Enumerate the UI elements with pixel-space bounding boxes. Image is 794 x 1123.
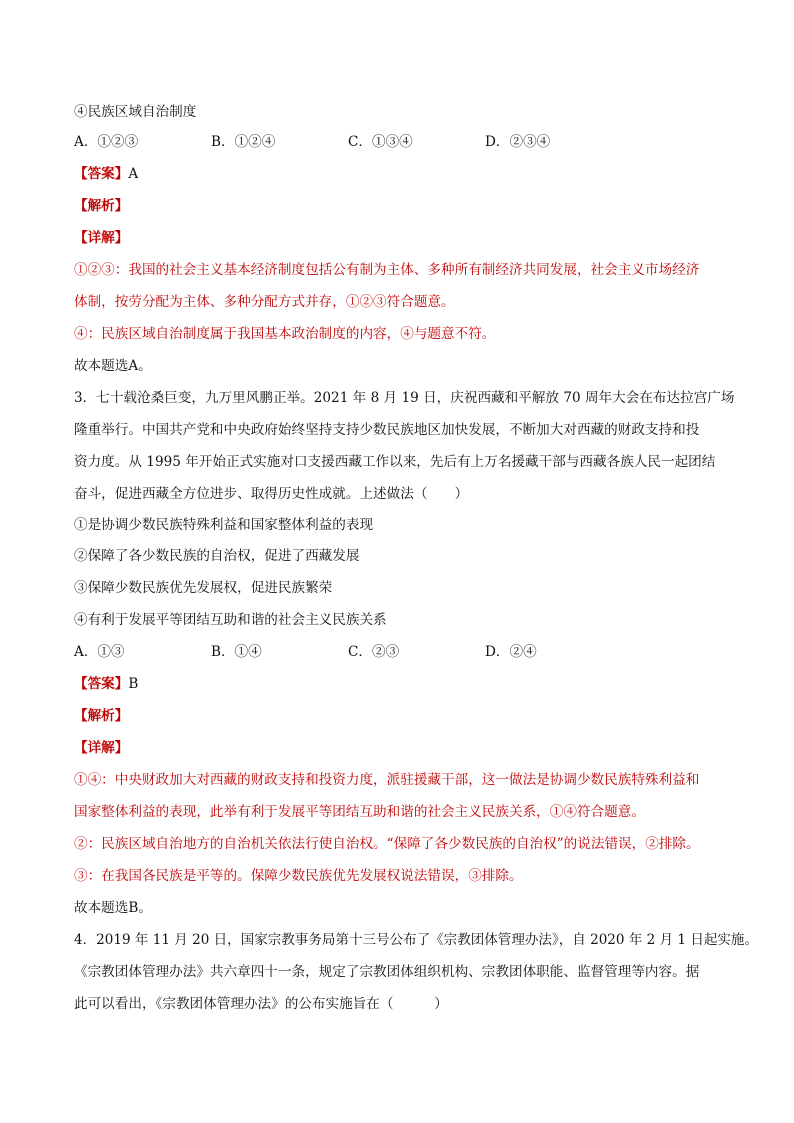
q2-conclusion: 故本题选A。 <box>74 358 152 374</box>
q3-stem-line: 资力度。从 1995 年开始正式实施对口支援西藏工作以来，先后有上万名援藏干部与西藏各族人民一起团结 <box>74 454 716 470</box>
q3-conclusion: 故本题选B。 <box>74 900 152 916</box>
answer-value: A <box>128 166 139 182</box>
answer-value: B <box>128 676 139 692</box>
q2-choices <box>74 133 734 151</box>
q2-answer <box>74 165 138 183</box>
q3-explain-line: ①④：中央财政加大对西藏的财政支持和投资力度，派驻援藏干部，这一做法是协调少数民族特殊利益和 <box>74 772 700 788</box>
answer-label: 【答案】 <box>74 166 129 182</box>
q3-explain-line: ③：在我国各民族是平等的。保障少数民族优先发展权说法错误，③排除。 <box>74 868 523 884</box>
q3-answer <box>74 675 138 693</box>
q3-choice-a: A．①③ <box>74 644 125 660</box>
q2-explain-line: ①②③：我国的社会主义基本经济制度包括公有制为主体、多种所有制经济共同发展，社会主义市场经济 <box>74 262 700 278</box>
q3-stem-line: 奋斗，促进西藏全方位进步、取得历史性成就。上述做法（ ） <box>74 486 469 502</box>
q3-option-4: ④有利于发展平等团结互助和谐的社会主义民族关系 <box>74 612 387 628</box>
q3-explain-line: 国家整体利益的表现，此举有利于发展平等团结互助和谐的社会主义民族关系，①④符合题意。 <box>74 804 645 820</box>
q2-choice-a: A．①②③ <box>74 134 139 150</box>
q2-explain-line: ④：民族区域自治制度属于我国基本政治制度的内容，④与题意不符。 <box>74 326 496 342</box>
q3-option-3: ③保障少数民族优先发展权，促进民族繁荣 <box>74 580 333 596</box>
q3-option-1: ①是协调少数民族特殊利益和国家整体利益的表现 <box>74 517 374 533</box>
q3-stem-line: 3．七十载沧桑巨变，九万里风鹏正举。2021 年 8 月 19 日，庆祝西藏和平解放 70 周年大会在布达拉宫广场 <box>74 390 735 406</box>
q2-analysis-label: 【解析】 <box>74 198 129 214</box>
q2-choice-c: C．①③④ <box>348 134 413 150</box>
q2-option-4: ④民族区域自治制度 <box>74 104 197 120</box>
q3-choice-d: D．②④ <box>485 644 537 660</box>
q2-choice-b: B．①②④ <box>211 134 276 150</box>
q2-explain-line: 体制，按劳分配为主体、多种分配方式并存，①②③符合题意。 <box>74 294 455 310</box>
q4-stem-line: 此可以看出，《宗教团体管理办法》的公布实施旨在（ ） <box>74 996 448 1012</box>
q2-detail-label: 【详解】 <box>74 230 129 246</box>
q3-option-2: ②保障了各少数民族的自治权，促进了西藏发展 <box>74 548 360 564</box>
q3-detail-label: 【详解】 <box>74 740 129 756</box>
q3-choice-b: B．①④ <box>211 644 262 660</box>
q4-stem-line: 《宗教团体管理办法》共六章四十一条，规定了宗教团体组织机构、宗教团体职能、监督管理等内容。据 <box>74 964 700 980</box>
q3-explain-line: ②：民族区域自治地方的自治机关依法行使自治权。“保障了各少数民族的自治权”的说法错误，②排除。 <box>74 836 700 852</box>
q3-choice-c: C．②③ <box>348 644 400 660</box>
q4-stem-line: 4．2019 年 11 月 20 日，国家宗教事务局第十三号公布了《宗教团体管理办法》，自 2020 年 2 月 1 日起实施。 <box>74 932 759 948</box>
q2-choice-d: D．②③④ <box>485 134 551 150</box>
q3-analysis-label: 【解析】 <box>74 708 129 724</box>
answer-label: 【答案】 <box>74 676 129 692</box>
q3-stem-line: 隆重举行。中国共产党和中央政府始终坚持支持少数民族地区加快发展，不断加大对西藏的财政支持和投 <box>74 422 700 438</box>
q3-choices <box>74 643 734 661</box>
